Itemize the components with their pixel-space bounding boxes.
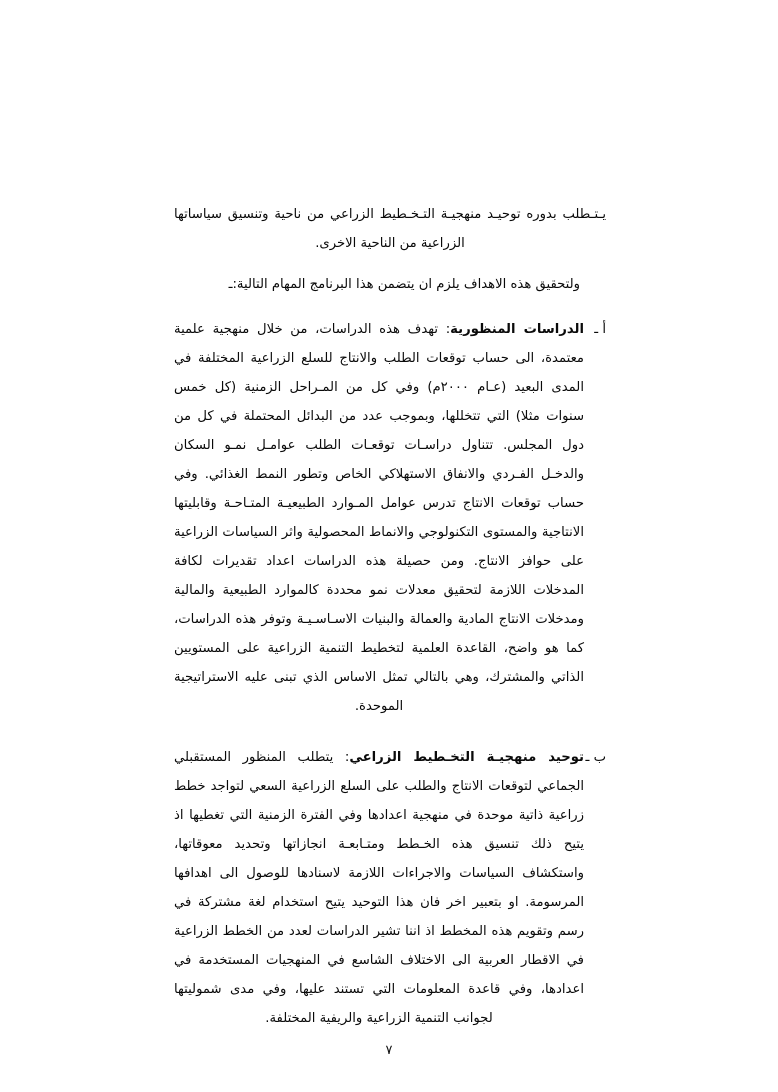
list-marker-a: أ ـ [594,322,606,337]
term-prospective-studies: الدراسات المنظورية [450,322,584,337]
spacer [174,723,606,739]
list-item-a [174,315,606,721]
document-body [174,200,606,1035]
paragraph-prospective-studies [174,315,584,721]
paragraph-planning-methodology [174,743,584,1033]
list-item-b [174,743,606,1033]
paragraph-planning-methodology-text: : يتطلب المنظور المستقبلي الجماعي لتوقعات الانتاج والطلب على السلع الزراعية السعي لتواجد خطط زراعية ذاتية موحدة في منهجية اعدادها وفي الفترة الزمنية التي تغطيها اذ يتيح ذلك تنسيق هذه الخـطط ومتـابعـة انجازاتها وتحديد معوقاتها، واستكشاف السياسات والاجراءات اللازمة لاسنادها للوصول الى اهدافها المرسومة. او بتعبير اخر فان هذا التوحيد يتيح استخدام لغة مشتركة في رسم وتقويم هذه المخطط اذ اننا تشير الدراسات لعدد من الخطط الزراعية في الاقطار العربية الى الاختلاف الشاسع في المنهجيات المستخدمة في اعدادها، وفي قاعدة المعلومات التي تستند عليها، وفي مدى شموليتها لجوانب التنمية الزراعية والريفية المختلفة. [174,750,584,1026]
list-marker-b: ب ـ [585,750,606,765]
page-number: ٧ [385,1043,393,1058]
paragraph-intro: يـتـطلب بدوره توحيـد منهجيـة التـخـطيط الزراعي من ناحية وتنسيق سياساتها الزراعية من الناحية الاخرى. [174,207,606,251]
paragraph-prospective-studies-text: : تهدف هذه الدراسات، من خلال منهجية علمية معتمدة، الى حساب توقعات الطلب والانتاج للسلع الزراعية المختلفة في المدى البعيد (عـام ٢٠٠٠م) وفي كل من المـراحل الزمنية (كل خمس سنوات مثلا) التي تتخللها، وبموجب عدد من البدائل المحتملة في كل من دول المجلس. تتناول دراسـات توقعـات الطلب عوامـل نمـو السكان والدخـل الفـردي والانفاق الاستهلاكي الخاص وتطور النمط الغذائي. وفي حساب توقعات الانتاج تدرس عوامل المـوارد الطبيعيـة المتـاحـة وقابليتها الانتاجية والمستوى التكنولوجي والانماط المحصولية واثر السياسات الزراعية على حوافز الانتاج. ومن حصيلة هذه الدراسات اعداد تقديرات لكافة المدخلات اللازمة لتحقيق معدلات نمو محددة كالموارد الطبيعية والمالية ومدخلات الانتاج المادية والعمالة والبنيات الاسـاسـيـة وتوفر هذه الدراسات، كما هو واضح، القاعدة العلمية لتخطيط التنمية الزراعية على المستويين الذاتي والمشترك، وهي بالتالي تمثل الاساس الذي تبنى عليه الاستراتيجية الموحدة. [174,322,584,714]
spacer [174,260,606,270]
term-planning-methodology: توحيد منهجيـة التخـطيط الزراعي [349,750,584,765]
spacer [174,301,606,311]
paragraph-objectives: ولتحقيق هذه الاهداف يلزم ان يتضمن هذا البرنامج المهام التالية:ـ [228,277,580,292]
